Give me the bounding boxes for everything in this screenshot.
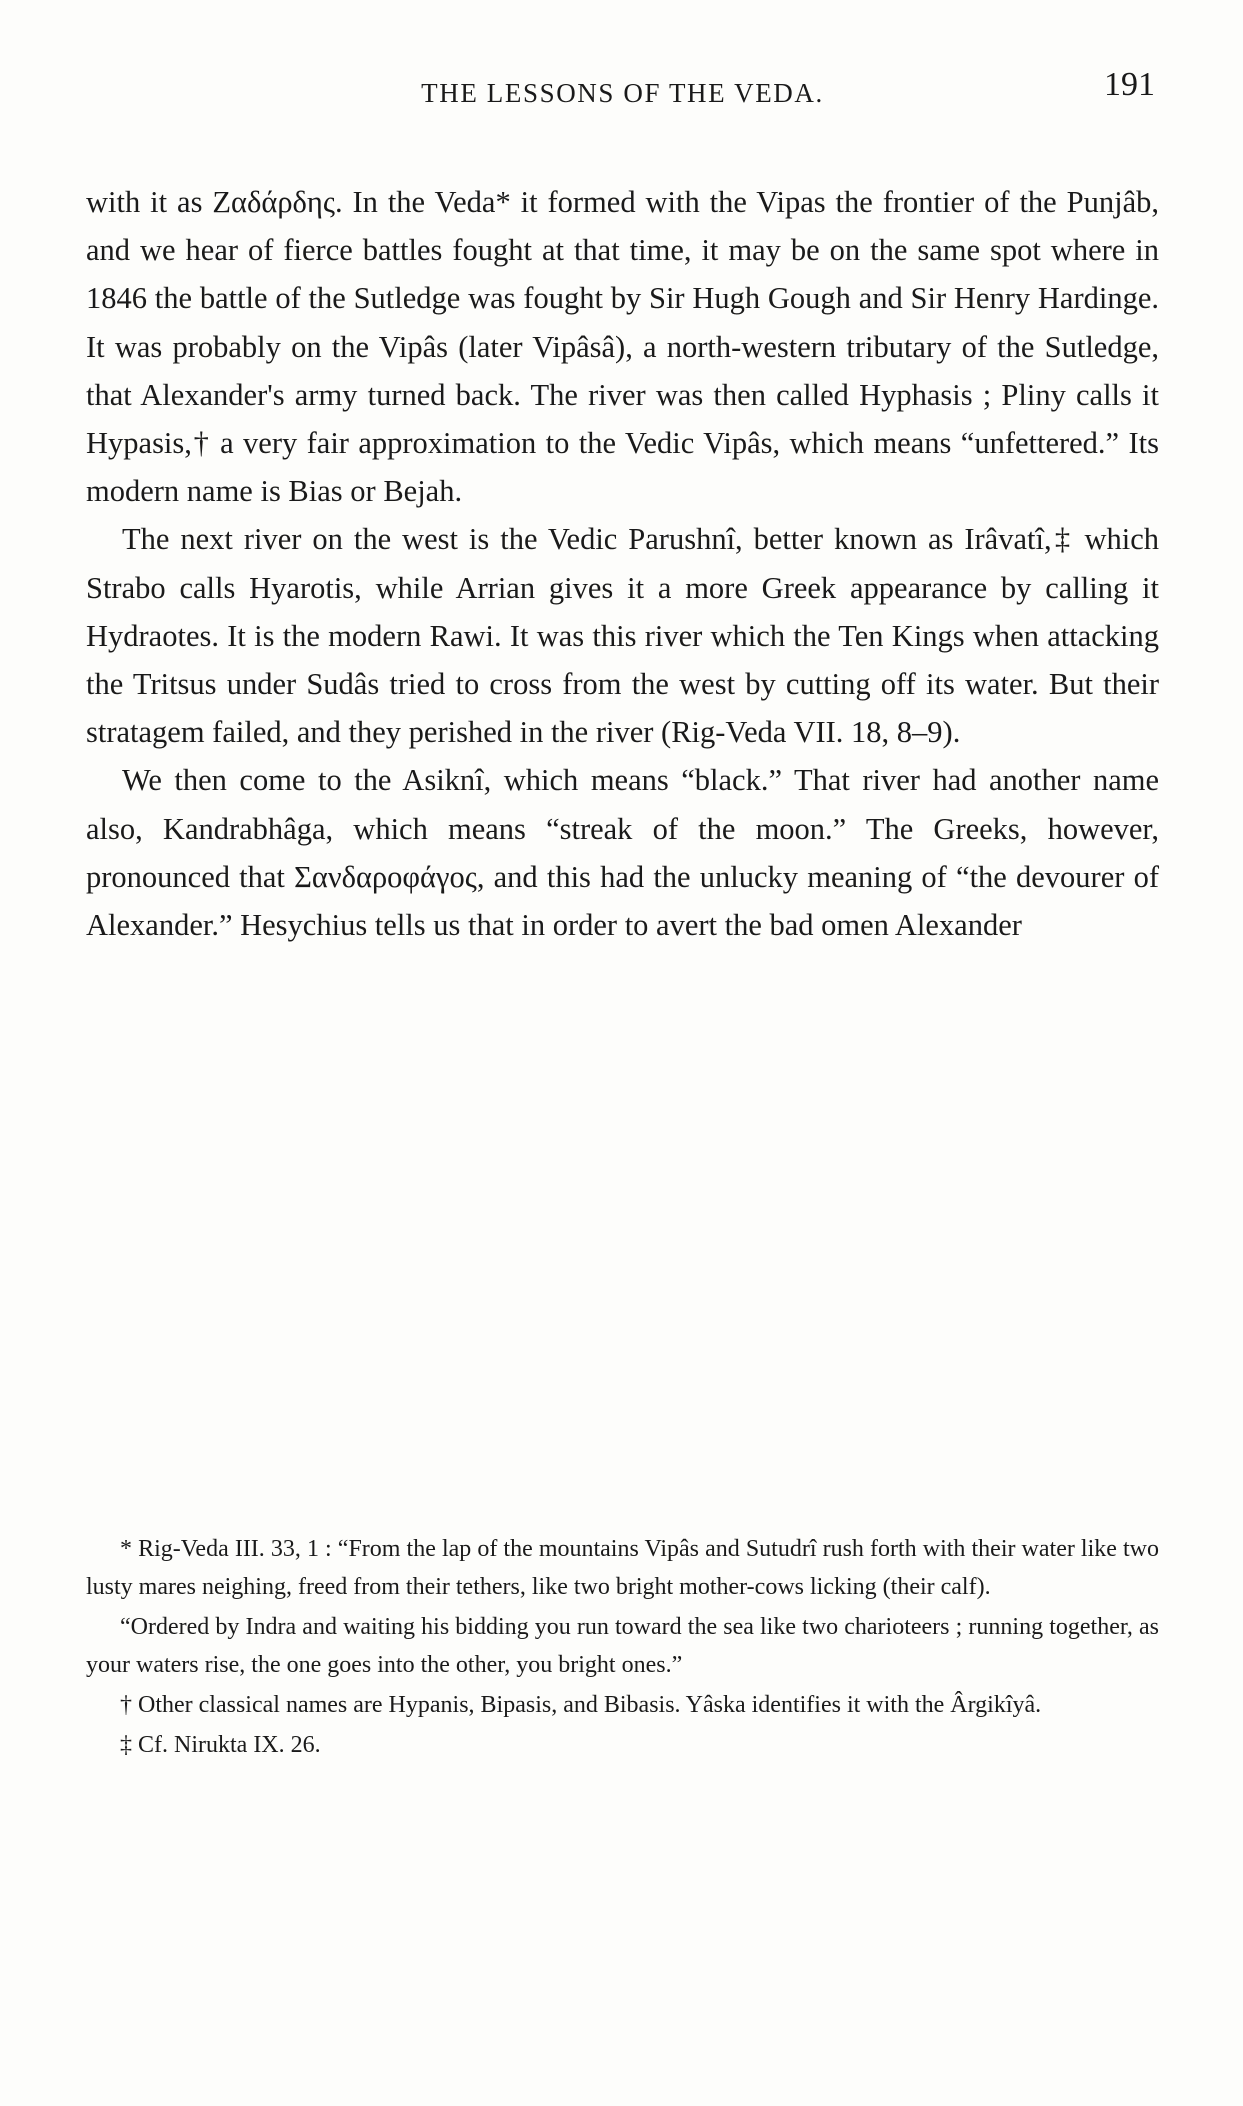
running-head-title: THE LESSONS OF THE VEDA.: [421, 78, 824, 108]
page-header: [90, 66, 1155, 109]
footnote-text: “Ordered by Indra and waiting his bidding you run toward the sea like two charioteers ; running together, as your waters rise, the one goes into the other, you bright ones.”: [86, 1614, 1159, 1678]
paragraph: We then come to the Asiknî, which means “black.” That river had another name also, Kandrabhâga, which means “streak of the moon.” The Greeks, however, pronounced that Σανδαροφάγος, and this had the unlucky meaning of “the devourer of Alexander.” Hesychius tells us that in order to avert the bad omen Alexander: [86, 763, 1159, 943]
footnote-item: [86, 1726, 1159, 1764]
footnote-item: [86, 1530, 1159, 1606]
page-number: 191: [1104, 66, 1155, 103]
footnotes-block: [86, 1530, 1159, 1766]
footnote-text: Rig-Veda III. 33, 1 : “From the lap of the mountains Vipâs and Sutudrî rush forth with their water like two lusty mares neighing, freed from their tethers, like two bright mother-cows licking (their calf).: [86, 1536, 1160, 1600]
footnote-item: [86, 1608, 1159, 1684]
paragraph: The next river on the west is the Vedic Parushnî, better known as Irâvatî,‡ which Strabo calls Hyarotis, while Arrian gives it a more Greek appearance by calling it Hydraotes. It is the modern Rawi. It was this river which the Ten Kings when attacking the Tritsus under Sudâs tried to cross from the west by cutting off its water. But their stratagem failed, and they perished in the river (Rig-Veda VII. 18, 8–9).: [86, 522, 1159, 750]
footnote-text: Other classical names are Hypanis, Bipasis, and Bibasis. Yâska identifies it with the Ârgikîyâ.: [138, 1692, 1042, 1718]
footnote-item: [86, 1686, 1159, 1724]
footnote-marker: *: [120, 1536, 132, 1562]
footnote-marker: †: [120, 1692, 132, 1718]
body-text-column: [86, 178, 1159, 949]
footnote-text: Cf. Nirukta IX. 26.: [138, 1732, 321, 1758]
footnote-marker: ‡: [120, 1732, 132, 1758]
paragraph: with it as Ζαδάρδης. In the Veda* it formed with the Vipas the frontier of the Punjâb, and we hear of fierce battles fought at that time, it may be on the same spot where in 1846 the battle of the Sutledge was fought by Sir Hugh Gough and Sir Henry Hardinge. It was probably on the Vipâs (later Vipâsâ), a north-western tributary of the Sutledge, that Alexander's army turned back. The river was then called Hyphasis ; Pliny calls it Hypasis,† a very fair approximation to the Vedic Vipâs, which means “unfettered.” Its modern name is Bias or Bejah.: [86, 185, 1159, 509]
